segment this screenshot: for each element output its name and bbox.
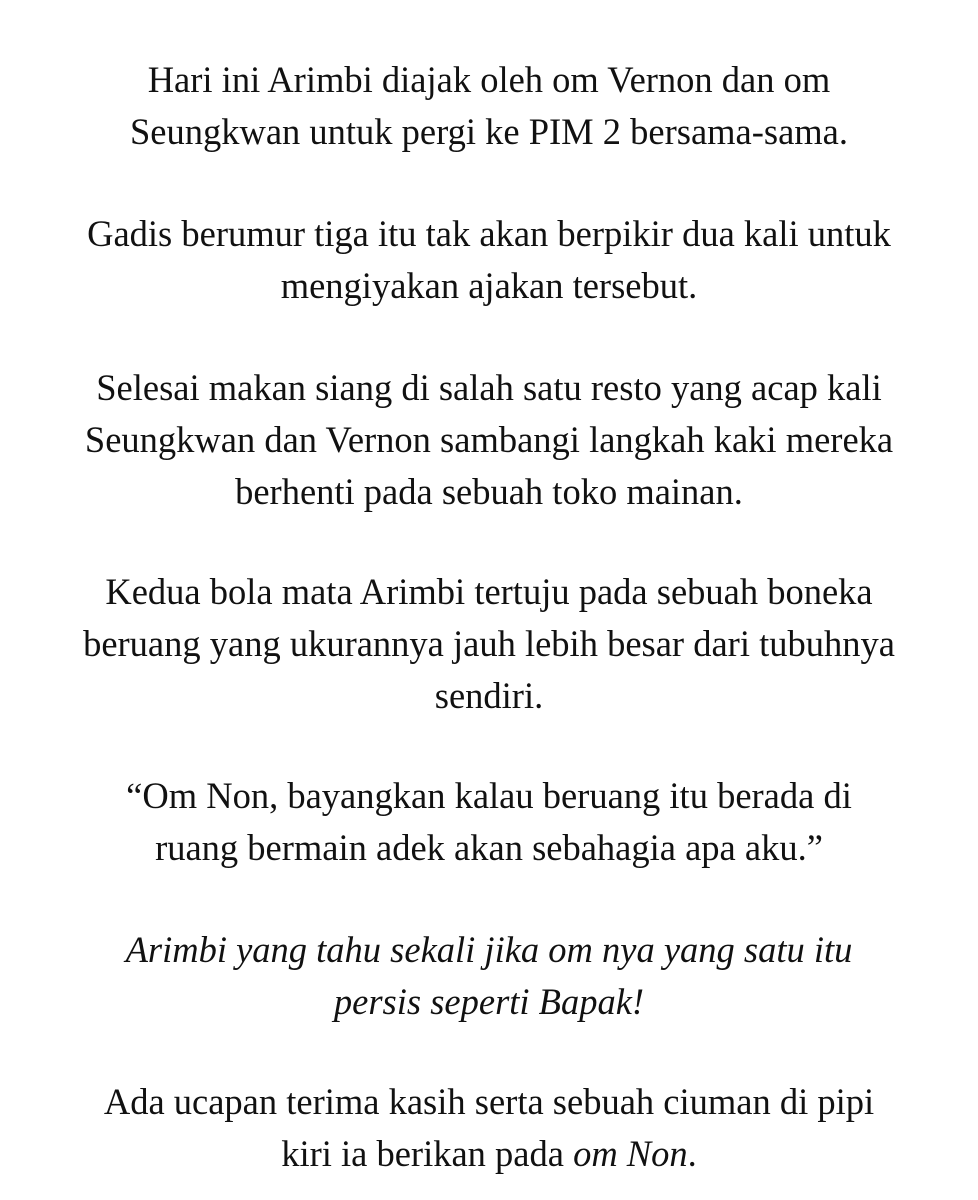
paragraph-6-italic bbox=[40, 924, 938, 1028]
text-line: Gadis berumur tiga itu tak akan berpikir dua kali untuk bbox=[87, 213, 891, 254]
text-line-mixed bbox=[40, 1128, 938, 1180]
paragraph-5-dialogue bbox=[40, 770, 938, 874]
text-line: Seungkwan dan Vernon sambangi langkah kaki mereka bbox=[84, 419, 894, 460]
paragraph-1 bbox=[40, 54, 938, 158]
paragraph-2 bbox=[40, 208, 938, 312]
text-fragment: . bbox=[687, 1133, 697, 1174]
text-line: sendiri. bbox=[434, 675, 544, 716]
text-line: Seungkwan untuk pergi ke PIM 2 bersama-sama. bbox=[129, 111, 849, 152]
text-line: “Om Non, bayangkan kalau beruang itu berada di bbox=[126, 775, 852, 816]
text-line: Ada ucapan terima kasih serta sebuah ciuman di pipi bbox=[103, 1081, 875, 1122]
text-line: mengiyakan ajakan tersebut. bbox=[280, 265, 698, 306]
italic-name: om Non bbox=[573, 1133, 688, 1174]
text-line: beruang yang ukurannya jauh lebih besar dari tubuhnya bbox=[83, 623, 895, 664]
text-line: persis seperti Bapak! bbox=[333, 981, 645, 1022]
paragraph-4 bbox=[40, 566, 938, 722]
paragraph-3 bbox=[40, 362, 938, 518]
text-line: berhenti pada sebuah toko mainan. bbox=[235, 471, 743, 512]
text-line: Selesai makan siang di salah satu resto yang acap kali bbox=[96, 367, 882, 408]
text-line: Hari ini Arimbi diajak oleh om Vernon dan om bbox=[147, 59, 831, 100]
text-line: ruang bermain adek akan sebahagia apa aku.” bbox=[155, 827, 823, 868]
paragraph-7 bbox=[40, 1076, 938, 1180]
text-line: Arimbi yang tahu sekali jika om nya yang satu itu bbox=[125, 929, 853, 970]
text-fragment: kiri ia berikan pada bbox=[281, 1133, 574, 1174]
text-line: Kedua bola mata Arimbi tertuju pada sebuah boneka bbox=[105, 571, 873, 612]
